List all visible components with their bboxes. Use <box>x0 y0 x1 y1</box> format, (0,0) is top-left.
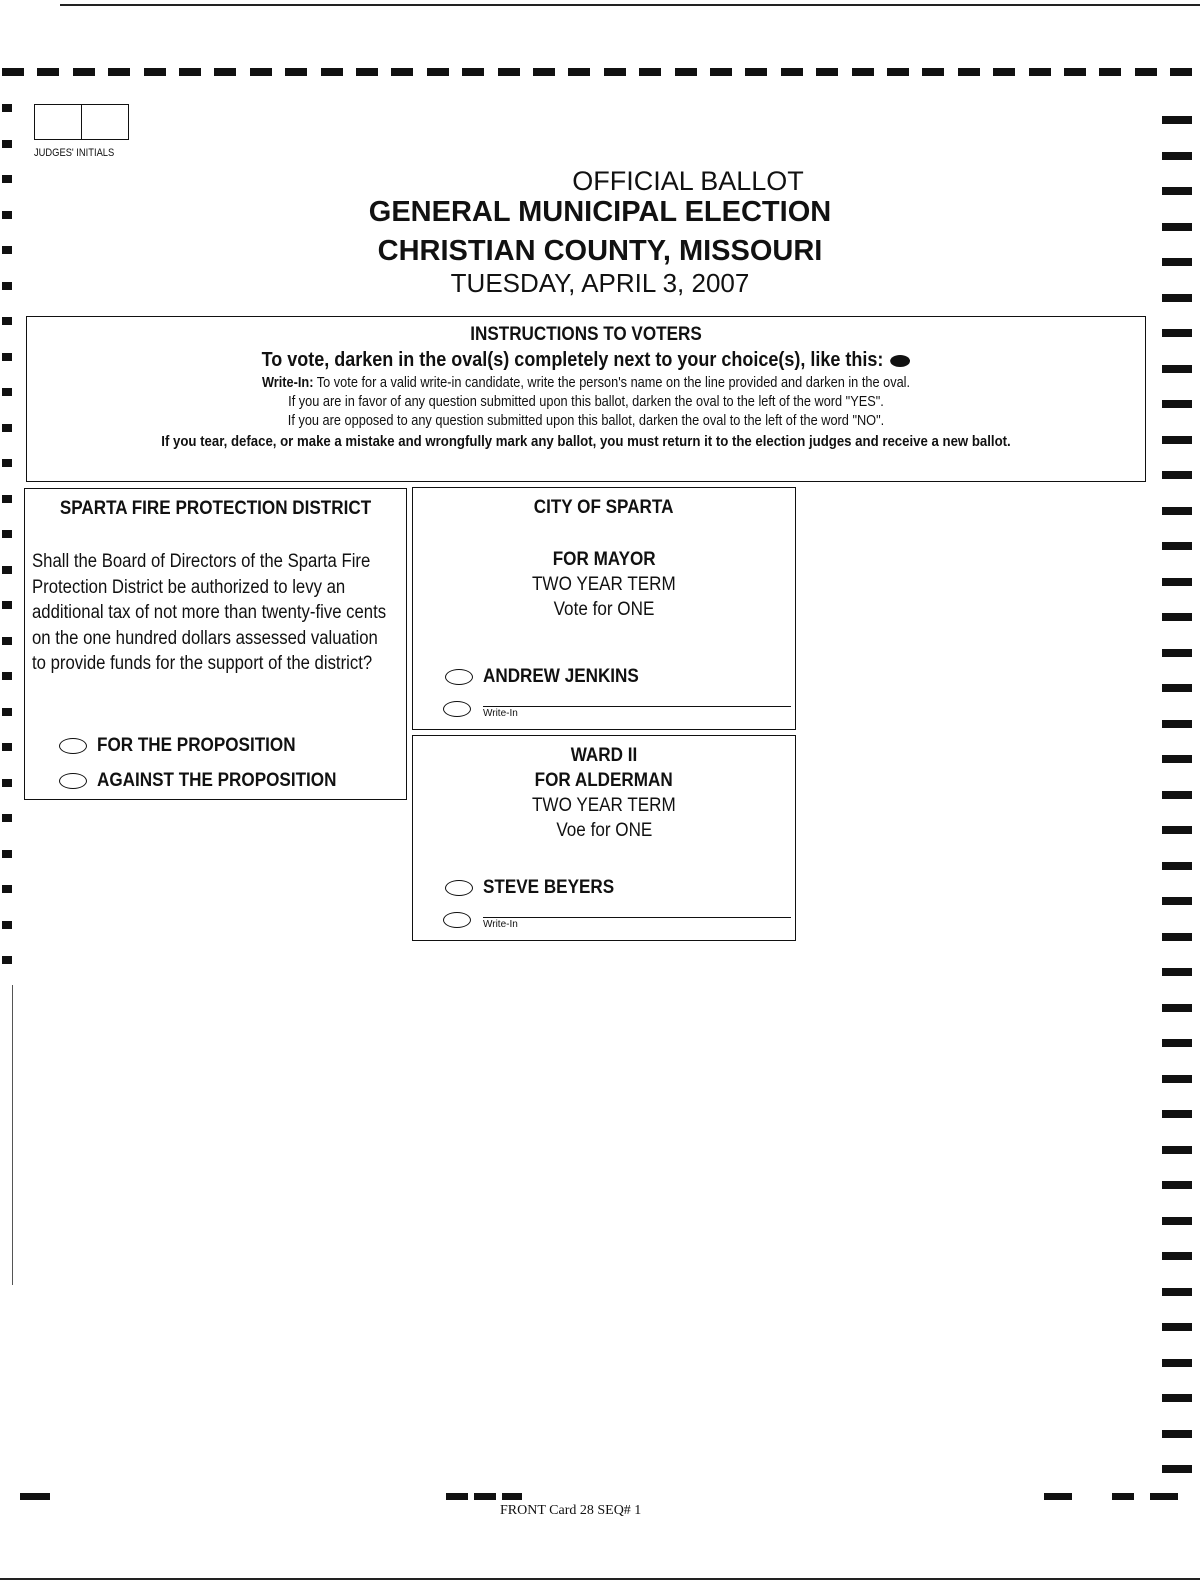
timing-mark <box>1162 1181 1192 1189</box>
writein-line[interactable] <box>483 706 791 719</box>
timing-mark <box>1150 1493 1178 1500</box>
choice-for-label: FOR THE PROPOSITION <box>97 735 296 756</box>
timing-mark <box>1044 1493 1072 1500</box>
timing-mark <box>1162 791 1192 799</box>
timing-mark <box>2 424 12 432</box>
timing-mark <box>427 68 449 76</box>
fire-district-title: SPARTA FIRE PROTECTION DISTRICT <box>59 498 372 519</box>
timing-mark <box>1162 755 1192 763</box>
writein-label: Write-In: <box>261 375 314 391</box>
ballot-title: OFFICIAL BALLOT <box>572 166 804 196</box>
timing-mark <box>2 850 12 858</box>
timing-mark <box>1170 68 1192 76</box>
timing-mark <box>250 68 272 76</box>
bottom-border-line <box>0 1578 1200 1580</box>
timing-mark <box>675 68 697 76</box>
timing-mark <box>2 495 12 503</box>
timing-mark <box>1162 365 1192 373</box>
timing-mark <box>1162 1252 1192 1260</box>
filled-oval-example-icon <box>891 355 911 367</box>
timing-mark <box>1162 933 1192 941</box>
timing-mark <box>1162 1288 1192 1296</box>
timing-mark <box>568 68 590 76</box>
mayor-office: FOR MAYOR <box>552 549 656 570</box>
timing-mark <box>2 530 12 538</box>
timing-mark <box>1162 826 1192 834</box>
timing-mark <box>1162 1146 1192 1154</box>
alderman-writein[interactable] <box>443 912 791 930</box>
timing-mark <box>1112 1493 1134 1500</box>
timing-mark <box>356 68 378 76</box>
instructions-favor: If you are in favor of any question submitted upon this ballot, darken the oval to the left of the word "YES". <box>288 394 884 410</box>
candidate-name: ANDREW JENKINS <box>483 666 639 687</box>
alderman-contest <box>412 735 796 941</box>
timing-mark <box>1162 1110 1192 1118</box>
timing-mark <box>1162 613 1192 621</box>
judges-initials <box>34 104 129 159</box>
fire-district-question: Shall the Board of Directors of the Sparta Fire Protection District be authorized to levy an additional tax of not more than twenty-five cents on the one hundred dollars assessed valuation to provide funds for the support of the district? <box>32 551 387 674</box>
timing-mark <box>391 68 413 76</box>
timing-mark <box>108 68 130 76</box>
timing-mark <box>1162 436 1192 444</box>
timing-marks-top <box>0 68 1200 78</box>
timing-mark <box>1099 68 1121 76</box>
mayor-term: TWO YEAR TERM <box>532 574 676 595</box>
judge-initial-box-2[interactable] <box>82 104 129 140</box>
timing-mark <box>1162 116 1192 124</box>
judge-initial-box-1[interactable] <box>34 104 82 140</box>
timing-mark <box>20 1493 50 1500</box>
timing-mark <box>2 140 12 148</box>
mayor-vote-for: Vote for ONE <box>553 599 655 620</box>
timing-mark <box>1162 400 1192 408</box>
timing-mark <box>1029 68 1051 76</box>
timing-mark <box>1162 1323 1192 1331</box>
election-name: GENERAL MUNICIPAL ELECTION <box>368 196 832 228</box>
timing-mark <box>179 68 201 76</box>
oval-icon[interactable] <box>445 669 473 685</box>
candidate-andrew-jenkins[interactable] <box>445 666 656 688</box>
alderman-office: FOR ALDERMAN <box>534 770 674 791</box>
timing-mark <box>2 637 12 645</box>
timing-mark <box>816 68 838 76</box>
timing-mark <box>852 68 874 76</box>
timing-mark <box>2 921 12 929</box>
judges-initials-label: JUDGES' INITIALS <box>34 147 115 159</box>
timing-mark <box>2 956 12 964</box>
instructions-box <box>26 316 1146 482</box>
timing-mark <box>1162 649 1192 657</box>
timing-mark <box>1162 897 1192 905</box>
timing-mark <box>2 353 12 361</box>
choice-against-proposition[interactable] <box>59 770 363 792</box>
timing-mark <box>1162 1075 1192 1083</box>
county-name: CHRISTIAN COUNTY, MISSOURI <box>377 235 823 267</box>
timing-mark <box>604 68 626 76</box>
oval-icon[interactable] <box>59 773 87 789</box>
timing-mark <box>1162 684 1192 692</box>
timing-mark <box>2 885 12 893</box>
timing-mark <box>887 68 909 76</box>
mayor-contest <box>412 487 796 730</box>
timing-mark <box>1162 862 1192 870</box>
top-border-line <box>60 4 1200 6</box>
timing-mark <box>2 708 12 716</box>
timing-mark <box>1162 720 1192 728</box>
timing-mark <box>1162 1394 1192 1402</box>
oval-icon[interactable] <box>59 738 87 754</box>
card-sequence-footer: FRONT Card 28 SEQ# 1 <box>500 1503 642 1518</box>
timing-mark <box>710 68 732 76</box>
timing-mark <box>1162 578 1192 586</box>
instructions-writein <box>94 375 1078 391</box>
timing-mark <box>502 1493 522 1500</box>
alderman-vote-for: Voe for ONE <box>555 820 652 841</box>
timing-mark <box>2 104 12 112</box>
timing-mark <box>1162 1217 1192 1225</box>
choice-for-proposition[interactable] <box>59 735 318 757</box>
instructions-main <box>83 349 1089 372</box>
timing-mark <box>745 68 767 76</box>
timing-mark <box>2 743 12 751</box>
timing-mark <box>2 388 12 396</box>
timing-mark <box>1162 1004 1192 1012</box>
election-date: TUESDAY, APRIL 3, 2007 <box>450 268 750 298</box>
timing-mark <box>1162 1430 1192 1438</box>
timing-mark <box>2 68 24 76</box>
timing-mark <box>1064 68 1086 76</box>
timing-mark <box>2 814 12 822</box>
timing-mark <box>2 566 12 574</box>
timing-mark <box>285 68 307 76</box>
timing-mark <box>993 68 1015 76</box>
instructions-title: INSTRUCTIONS TO VOTERS <box>470 324 702 345</box>
timing-mark <box>462 68 484 76</box>
timing-mark <box>781 68 803 76</box>
timing-mark <box>1162 968 1192 976</box>
timing-mark <box>2 317 12 325</box>
timing-mark <box>922 68 944 76</box>
timing-mark <box>474 1493 496 1500</box>
timing-mark <box>1162 507 1192 515</box>
timing-mark <box>533 68 555 76</box>
timing-mark <box>2 459 12 467</box>
timing-mark <box>1162 471 1192 479</box>
timing-mark <box>144 68 166 76</box>
timing-mark <box>1162 329 1192 337</box>
timing-mark <box>2 601 12 609</box>
timing-mark <box>446 1493 468 1500</box>
writein-label: Write-In <box>483 919 518 930</box>
timing-mark <box>73 68 95 76</box>
writein-label: Write-In <box>483 708 518 719</box>
timing-mark <box>321 68 343 76</box>
timing-mark <box>2 779 12 787</box>
candidate-steve-beyers[interactable] <box>445 877 629 899</box>
instructions-main-text: To vote, darken in the oval(s) completely next to your choice(s), like this: <box>261 349 884 371</box>
alderman-term: TWO YEAR TERM <box>532 795 676 816</box>
timing-mark <box>214 68 236 76</box>
candidate-name: STEVE BEYERS <box>483 877 615 898</box>
timing-mark <box>1162 1359 1192 1367</box>
timing-mark <box>2 672 12 680</box>
left-edge-line <box>12 985 13 1285</box>
writein-line[interactable] <box>483 917 791 930</box>
oval-icon[interactable] <box>443 912 471 928</box>
fire-district-contest <box>24 488 407 800</box>
timing-mark <box>1162 1039 1192 1047</box>
timing-mark <box>958 68 980 76</box>
timing-mark <box>498 68 520 76</box>
timing-mark <box>1135 68 1157 76</box>
mayor-jurisdiction: CITY OF SPARTA <box>534 497 674 518</box>
timing-mark <box>37 68 59 76</box>
timing-mark <box>1162 152 1192 160</box>
timing-mark <box>1162 542 1192 550</box>
instructions-mistake: If you tear, deface, or make a mistake and wrongfully mark any ballot, you must return it to the election judges and receive a new ballot. <box>161 433 1011 450</box>
timing-mark <box>1162 1465 1192 1473</box>
timing-mark <box>639 68 661 76</box>
oval-icon[interactable] <box>443 701 471 717</box>
choice-against-label: AGAINST THE PROPOSITION <box>97 770 337 791</box>
instructions-opposed: If you are opposed to any question submitted upon this ballot, darken the oval to the left of the word "NO". <box>287 413 885 429</box>
writein-text: To vote for a valid write-in candidate, write the person's name on the line provided and darken in the oval. <box>316 375 911 391</box>
oval-icon[interactable] <box>445 880 473 896</box>
alderman-ward: WARD II <box>570 745 638 766</box>
mayor-writein[interactable] <box>443 701 791 719</box>
